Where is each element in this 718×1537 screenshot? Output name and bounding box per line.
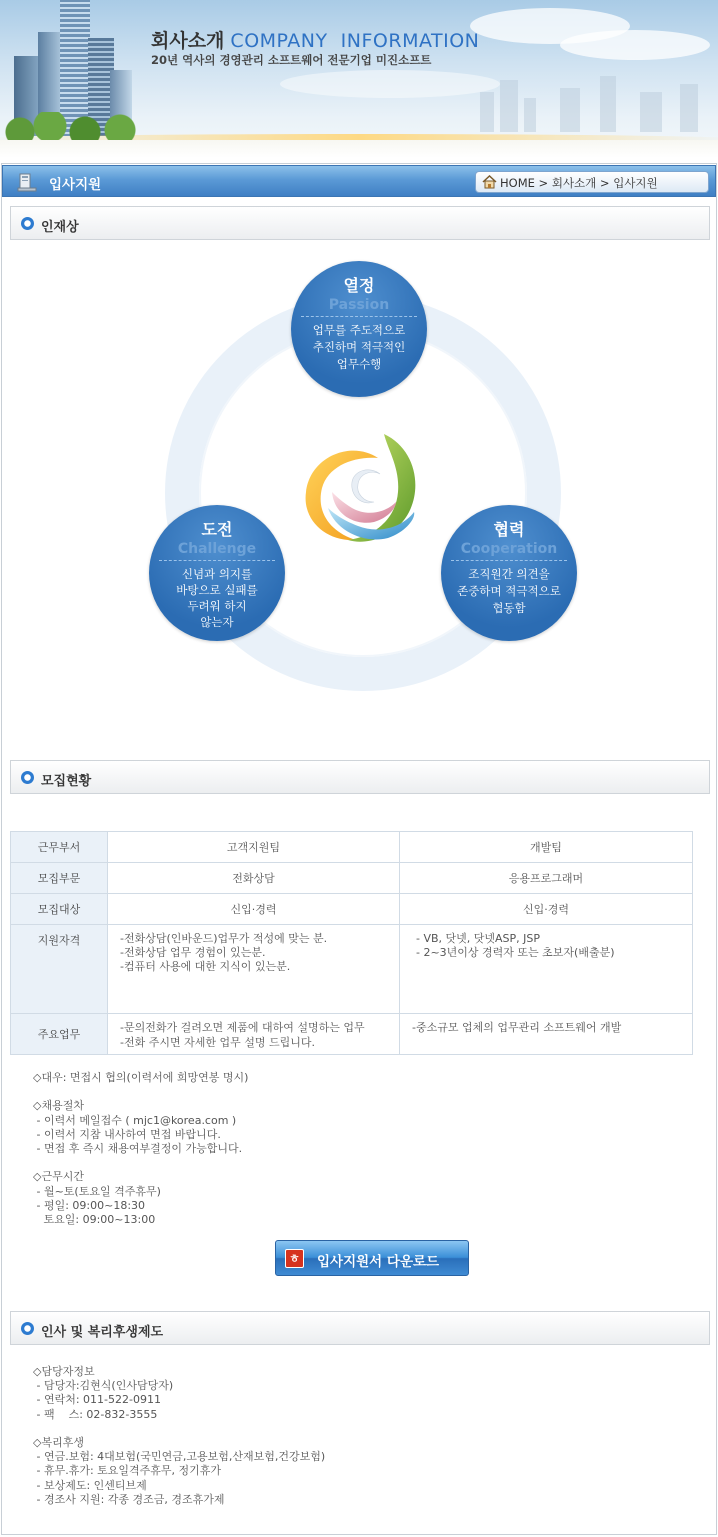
banner-subtitle: 20년 역사의 경영관리 소프트웨어 전문기업 미진소프트 [151, 53, 432, 67]
table-cell: 신입·경력 [400, 894, 693, 925]
table-cell [400, 1014, 693, 1055]
cell-line: - VB, 닷넷, 닷넷ASP, JSP [416, 932, 541, 945]
computer-icon [17, 172, 37, 192]
skyline [600, 76, 616, 132]
cell-line: -전화상담(인바운드)업무가 적성에 맞는 분. [120, 932, 328, 945]
skyline [500, 80, 518, 132]
talent-passion [291, 261, 427, 397]
passion-title: 열정 [343, 276, 375, 295]
bullet-icon [21, 1322, 34, 1335]
divider [451, 560, 567, 561]
table-row [11, 894, 693, 925]
cooperation-subtitle: Cooperation [460, 541, 558, 557]
section-header-recruit [10, 760, 710, 794]
banner-title-ko: 회사소개 [151, 30, 225, 52]
divider [159, 560, 275, 561]
page-title-bar [2, 165, 716, 197]
breadcrumb[interactable] [475, 171, 709, 193]
row-label: 모집부문 [11, 863, 108, 894]
table-row [11, 1014, 693, 1055]
passion-desc-3: 업무수행 [336, 357, 382, 371]
section-title: 인사 및 복리후생제도 [41, 1325, 164, 1340]
cell-line: -중소규모 업체의 업무관리 소프트웨어 개발 [412, 1021, 622, 1034]
cooperation-title: 협력 [493, 520, 525, 539]
row-label: 근무부서 [11, 832, 108, 863]
table-cell [108, 925, 400, 1014]
cooperation-desc-2: 존중하며 적극적으로 [457, 584, 561, 598]
cloud [280, 70, 500, 98]
row-label: 지원자격 [11, 925, 108, 1014]
skyline [560, 88, 580, 132]
challenge-desc-1: 신념과 의지를 [181, 567, 253, 581]
download-button-label[interactable]: 입사지원서 다운로드 [317, 1254, 440, 1270]
cooperation-desc-1: 조직원간 의견을 [468, 567, 550, 581]
row-label: 주요업무 [11, 1014, 108, 1055]
cooperation-desc-3: 협동함 [492, 601, 526, 615]
hr-notes: ◇담당자정보 - 담당자:김현식(인사담당자) - 연락처: 011-522-0911 - 팩 스: 02-832-3555 ◇복리후생 - 연금.보험: 4대보험(국민연금,고용보험,산재보험,건강보험) - 휴무.휴가: 토요일격주휴무, 정기휴가 - 보상제도: 인센티브제 - 경조사 지원: 각종 경조금, 경조휴가제 [33, 1365, 326, 1506]
company-banner [0, 0, 718, 158]
table-row [11, 832, 693, 863]
section-title: 인재상 [41, 220, 79, 235]
section-title: 모집현황 [41, 774, 92, 789]
table-cell: 전화상담 [108, 863, 400, 894]
cloud [560, 30, 710, 60]
company-logo-icon [292, 422, 426, 556]
home-icon[interactable] [482, 175, 497, 189]
challenge-desc-4: 않는자 [200, 615, 234, 629]
hwp-document-icon: ㅎ [285, 1249, 304, 1268]
section-header-hr [10, 1311, 710, 1345]
table-row [11, 925, 693, 1014]
table-row [11, 863, 693, 894]
cell-line: -전화 주시면 자세한 업무 설명 드립니다. [120, 1036, 315, 1049]
table-cell: 응용프로그래머 [400, 863, 693, 894]
divider [301, 316, 417, 317]
cell-line: -전화상담 업무 경험이 있는분. [120, 946, 266, 959]
page-title: 입사지원 [49, 177, 102, 193]
challenge-title: 도전 [201, 520, 233, 539]
row-label: 모집대상 [11, 894, 108, 925]
table-cell [108, 1014, 400, 1055]
passion-desc-1: 업무를 주도적으로 [312, 323, 406, 337]
cell-line: - 2~3년이상 경력자 또는 초보자(배출분) [416, 946, 615, 959]
talent-challenge [149, 505, 285, 641]
recruitment-table [10, 831, 693, 1055]
challenge-desc-2: 바탕으로 실패를 [176, 583, 258, 597]
passion-desc-2: 추진하며 적극적인 [312, 340, 406, 354]
banner-title-en: COMPANY INFORMATION [230, 30, 480, 52]
skyline [480, 92, 494, 132]
skyline [680, 84, 698, 132]
table-cell: 개발팀 [400, 832, 693, 863]
bullet-icon [21, 771, 34, 784]
table-cell: 신입·경력 [108, 894, 400, 925]
table-cell [400, 925, 693, 1014]
challenge-subtitle: Challenge [177, 541, 257, 557]
bullet-icon [21, 217, 34, 230]
download-application-button[interactable] [275, 1240, 469, 1276]
cell-line: -컴퓨터 사용에 대한 지식이 있는분. [120, 960, 291, 973]
skyline [640, 92, 662, 132]
section-header-talent [10, 206, 710, 240]
talent-cooperation [441, 505, 577, 641]
breadcrumb-text[interactable]: HOME > 회사소개 > 입사지원 [500, 176, 658, 190]
cell-line: -문의전화가 걸려오면 제품에 대하여 설명하는 업무 [120, 1021, 365, 1034]
passion-subtitle: Passion [328, 297, 390, 313]
table-cell: 고객지원팀 [108, 832, 400, 863]
skyline [524, 98, 536, 132]
recruit-notes: ◇대우: 면접시 협의(이력서에 희망연봉 명시) ◇채용절차 - 이력서 메일접수 ( mjc1@korea.com ) - 이력서 지참 내사하여 면접 바랍니다. - 면접 후 즉시 채용여부결정이 가능합니다. ◇근무시간 - 월~토(토요일 격주휴무) - 평일: 09:00~18:30 토요일: 09:00~13:00 [33, 1071, 249, 1227]
ground [0, 140, 718, 158]
challenge-desc-3: 두려워 하지 [187, 599, 247, 613]
banner-title [151, 26, 479, 53]
